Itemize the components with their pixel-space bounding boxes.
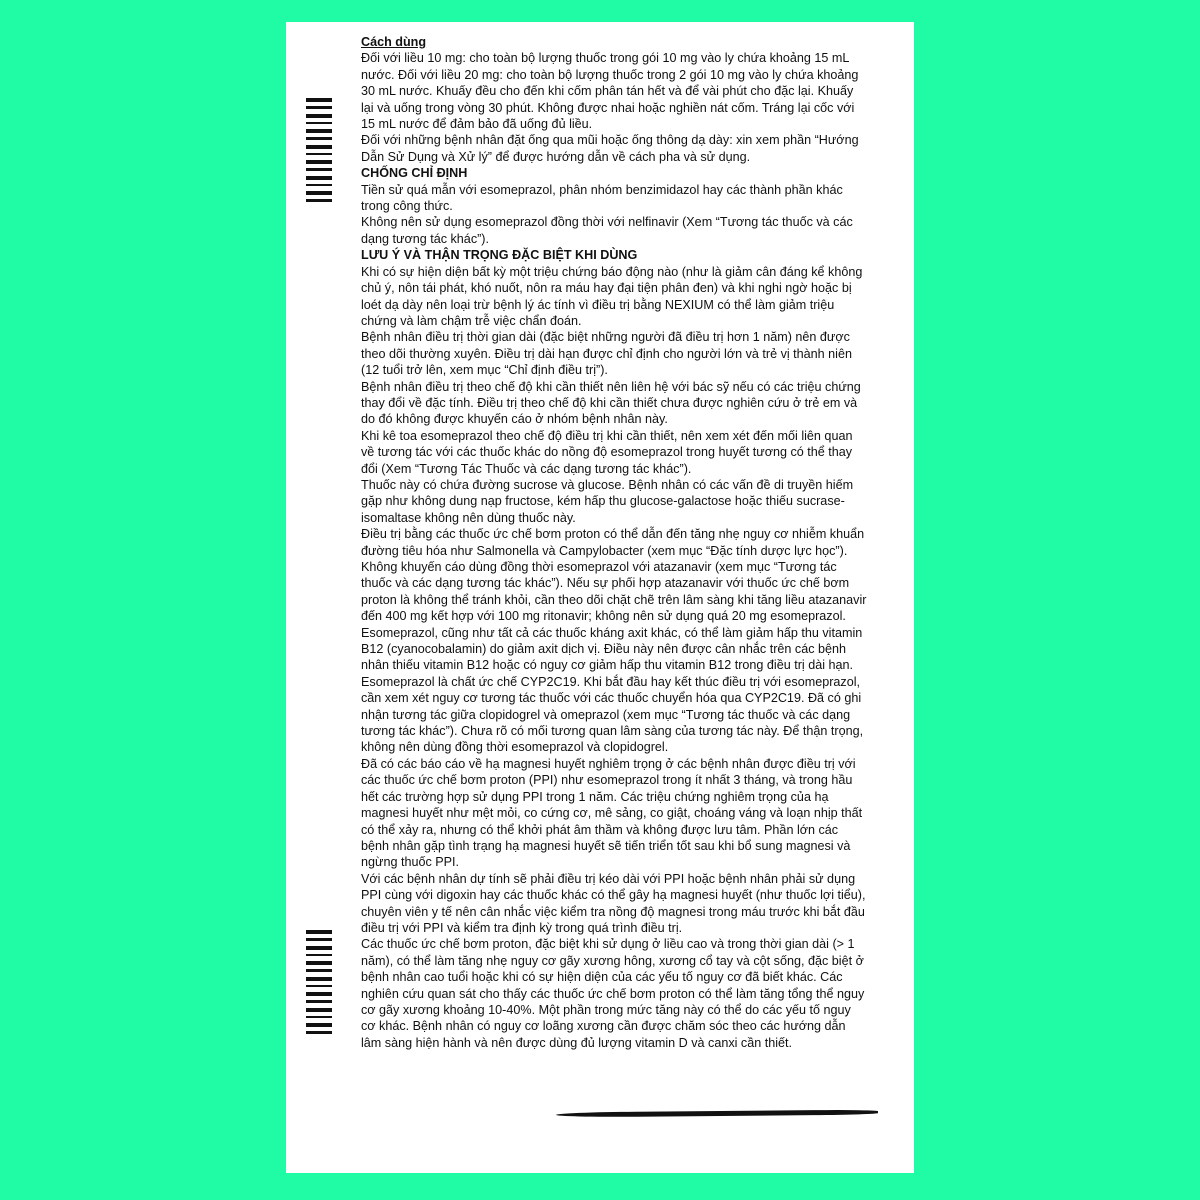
paragraph: Với các bệnh nhân dự tính sẽ phải điều trị kéo dài với PPI hoặc bệnh nhân phải sử dụng PPI cùng với digoxin hay các thuốc khác có thể gây hạ magnesi huyết (như thuốc lợi tiểu), chuyên viên y tế nên cân nhắc việc kiểm tra nồng độ magnesi trong máu trước khi bắt đầu điều trị với PPI và kiểm tra định kỳ trong quá trình điều trị. [361, 871, 866, 935]
paragraph: Đối với những bệnh nhân đặt ống qua mũi hoặc ống thông dạ dày: xin xem phần “Hướng Dẫn Sử Dụng và Xử lý” để được hướng dẫn về cách pha và sử dụng. [361, 133, 859, 164]
barcode-mark-top [306, 98, 332, 207]
paragraph: Tiền sử quá mẫn với esomeprazol, phân nhóm benzimidazol hay các thành phần khác trong công thức. [361, 182, 843, 214]
ink-stroke-divider [556, 1110, 878, 1118]
paragraph: Không nên sử dụng esomeprazol đồng thời với nelfinavir (Xem “Tương tác thuốc và các dạng tương tác khác”). [361, 215, 853, 246]
paragraph: Thuốc này có chứa đường sucrose và glucose. Bệnh nhân có các vấn đề di truyền hiếm gặp như không dung nạp fructose, kém hấp thu glucose-galactose hoặc thiếu sucrase-isomaltase không nên dùng thuốc này. [361, 477, 854, 525]
section-heading-usage: Cách dùng [361, 35, 427, 49]
document-page [286, 22, 914, 1173]
paragraph: Không khuyến cáo dùng đồng thời esomeprazol với atazanavir (xem mục “Tương tác thuốc và các dạng tương tác khác”). Nếu sự phối hợp atazanavir với thuốc ức chế bơm proton là không thể tránh khỏi, cần theo dõi chặt chẽ trên lâm sàng khi tăng liều atazanavir đến 400 mg kết hợp với 100 mg ritonavir; không nên sử dụng quá 20 mg esomeprazol. [361, 560, 867, 624]
barcode-mark-bottom [306, 930, 332, 1039]
document-text [361, 34, 867, 1051]
paragraph: Bệnh nhân điều trị theo chế độ khi cần thiết nên liên hệ với bác sỹ nếu có các triệu chứng thay đổi về đặc tính. Điều trị theo chế độ khi cần thiết chưa được nghiên cứu ở trẻ em và do đó không được khuyến cáo ở nhóm bệnh nhân này. [361, 379, 861, 427]
paragraph: Esomeprazol là chất ức chế CYP2C19. Khi bắt đầu hay kết thúc điều trị với esomeprazol, cần xem xét nguy cơ tương tác thuốc với các thuốc chuyển hóa qua CYP2C19. Đã có ghi nhận tương tác giữa clopidogrel và omeprazol (xem mục “Tương tác thuốc và các dạng tương tác khác”). Chưa rõ có mối tương quan lâm sàng của tương tác này. Để thận trọng, không nên dùng đồng thời esomeprazol và clopidogrel. [361, 674, 864, 755]
paragraph: Khi có sự hiện diện bất kỳ một triệu chứng báo động nào (như là giảm cân đáng kể không chủ ý, nôn tái phát, khó nuốt, nôn ra máu hay đại tiện phân đen) và khi nghi ngờ hoặc bị loét dạ dày nên loại trừ bệnh lý ác tính vì điều trị bằng NEXIUM có thể làm giảm triệu chứng và làm chậm trễ việc chẩn đoán. [361, 264, 863, 328]
paragraph: Esomeprazol, cũng như tất cả các thuốc kháng axit khác, có thể làm giảm hấp thu vitamin B12 (cyanocobalamin) do giảm axit dịch vị. Điều này nên được cân nhắc trên các bệnh nhân thiếu vitamin B12 hoặc có nguy cơ giảm hấp thu vitamin B12 trong điều trị dài hạn. [361, 625, 863, 673]
paragraph: Điều trị bằng các thuốc ức chế bơm proton có thể dẫn đến tăng nhẹ nguy cơ nhiễm khuẩn đường tiêu hóa như Salmonella và Campylobacter (xem mục “Đặc tính dược lực học”). [361, 527, 865, 558]
paragraph: Khi kê toa esomeprazol theo chế độ điều trị khi cần thiết, nên xem xét đến mối liên quan về tương tác với các thuốc khác do nồng độ esomeprazol trong huyết tương có thể thay đổi (Xem “Tương Tác Thuốc và các dạng tương tác khác”). [361, 428, 853, 476]
section-heading-warnings: LƯU Ý VÀ THẬN TRỌNG ĐẶC BIỆT KHI DÙNG [361, 248, 638, 263]
paragraph: Đã có các báo cáo về hạ magnesi huyết nghiêm trọng ở các bệnh nhân được điều trị với các thuốc ức chế bơm proton (PPI) như esomeprazol trong ít nhất 3 tháng, và trong hầu hết các trường hợp sử dụng PPI trong 1 năm. Các triệu chứng nghiêm trọng của hạ magnesi huyết như mệt mỏi, co cứng cơ, mê sảng, co giật, choáng váng và loạn nhịp thất có thể xảy ra, nhưng có thể khởi phát âm thầm và không được lưu tâm. Phần lớn các bệnh nhân gặp tình trạng hạ magnesi huyết sẽ tiến triển tốt sau khi bổ sung magnesi và ngừng thuốc PPI. [361, 756, 863, 870]
paragraph: Các thuốc ức chế bơm proton, đặc biệt khi sử dụng ở liều cao và trong thời gian dài (> 1 năm), có thể làm tăng nhẹ nguy cơ gãy xương hông, xương cổ tay và cột sống, đặc biệt ở bệnh nhân cao tuổi hoặc khi có sự hiện diện của các yếu tố nguy cơ đã biết khác. Các nghiên cứu quan sát cho thấy các thuốc ức chế bơm proton có thể làm tăng tổng thể nguy cơ gãy xương khoảng 10-40%. Một phần trong mức tăng này có thể do các yếu tố nguy cơ khác. Bệnh nhân có nguy cơ loãng xương cần được chăm sóc theo các hướng dẫn lâm sàng hiện hành và nên được dùng đủ lượng vitamin D và canxi cần thiết. [361, 937, 865, 1050]
paragraph: Bệnh nhân điều trị thời gian dài (đặc biệt những người đã điều trị hơn 1 năm) nên được theo dõi thường xuyên. Điều trị dài hạn được chỉ định cho người lớn và trẻ vị thành niên (12 tuổi trở lên, xem mục “Chỉ định điều trị”). [361, 330, 852, 378]
section-heading-contraindications: CHỐNG CHỈ ĐỊNH [361, 166, 468, 181]
paragraph: Đối với liều 10 mg: cho toàn bộ lượng thuốc trong gói 10 mg vào ly chứa khoảng 15 mL nước. Đối với liều 20 mg: cho toàn bộ lượng thuốc trong 2 gói 10 mg vào ly chứa khoảng 30 mL nước. Khuấy đều cho đến khi cốm phân tán hết và để vài phút cho đặc lại. Khuấy lại và uống trong vòng 30 phút. Không được nhai hoặc nghiền nát cốm. Tráng lại cốc với 15 mL nước để đảm bảo đã uống đủ liều. [361, 51, 859, 132]
